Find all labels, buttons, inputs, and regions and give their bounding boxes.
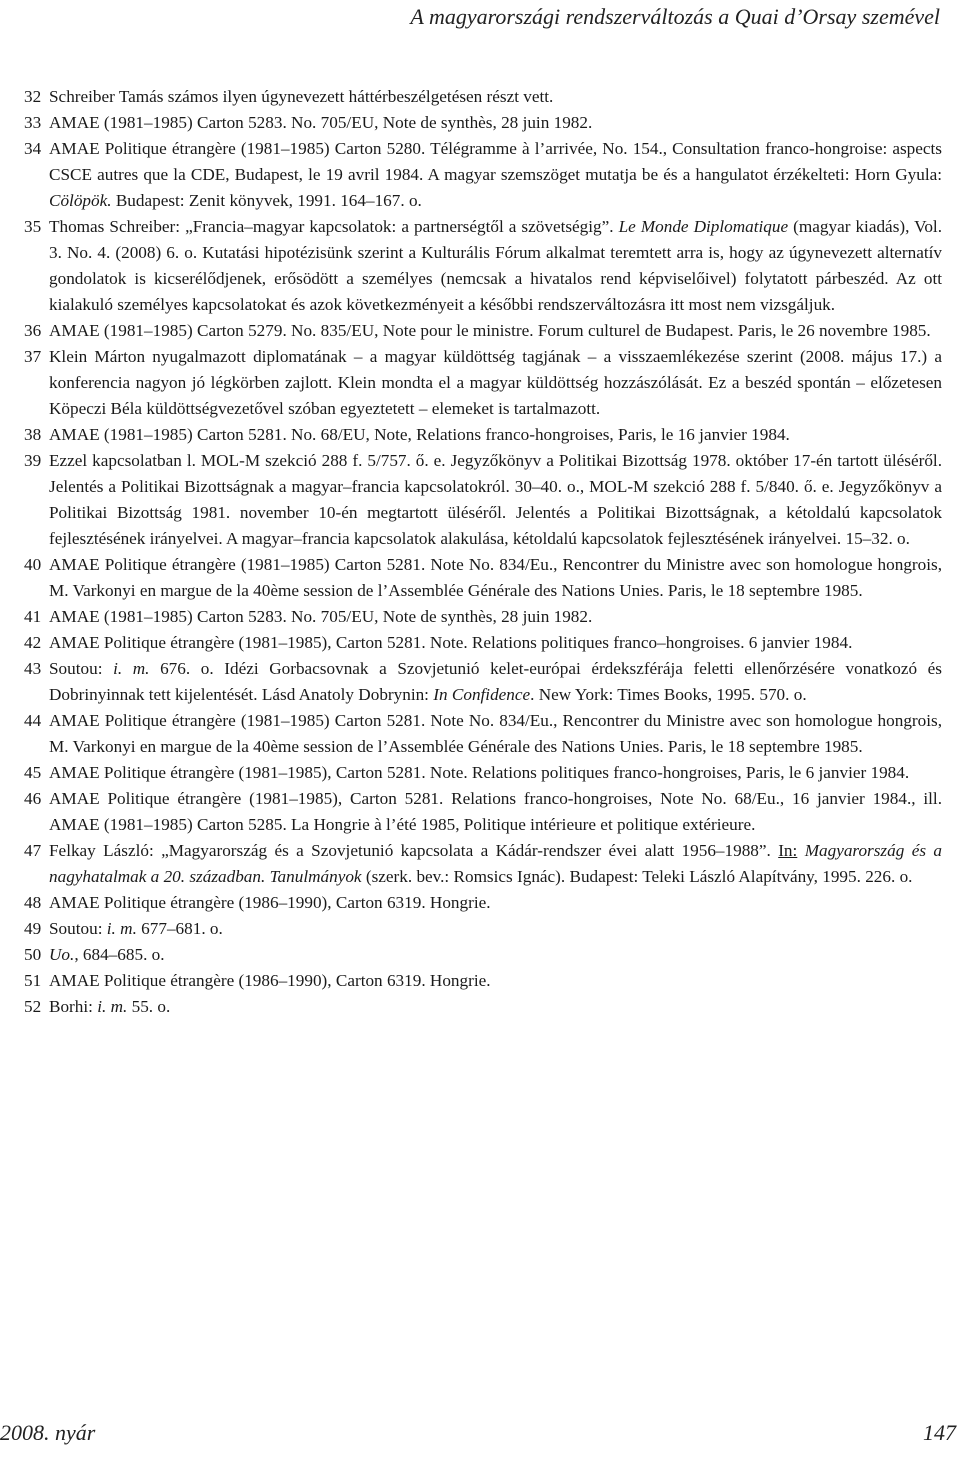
endnote-item: [24, 630, 942, 656]
text-segment: Borhi:: [49, 997, 98, 1016]
endnote-text: [49, 136, 942, 214]
endnote-item: [24, 968, 942, 994]
endnote-item: [24, 110, 942, 136]
text-segment: In:: [778, 841, 798, 860]
endnote-number: 41: [24, 607, 42, 626]
endnote-text: [49, 916, 942, 942]
endnote-item: [24, 448, 942, 552]
endnote-text: [49, 942, 942, 968]
endnote-item: [24, 318, 942, 344]
endnote-number: 37: [24, 347, 42, 366]
italic-title-segment: In Confidence: [433, 685, 531, 704]
endnote-item: [24, 84, 942, 110]
endnote-item: [24, 942, 942, 968]
endnote-text: [49, 708, 942, 760]
page-number: 147: [923, 1420, 956, 1445]
endnote-number: 49: [24, 919, 42, 938]
text-segment: Ezzel kapcsolatban l. MOL-M szekció 288 f. 5/757. ő. e. Jegyzőkönyv a Politikai Bizottság 1978. október 17-én tartott üléséről. Jelentés a Politikai Bizottságnak a magyar–francia kapcsolatokról. 30–40. o., MOL-M szekció 288 f. 5/840. ő. e. Jegyzőkönyv a Politikai Bizottság 1981. november 10-én megtartott üléséről. Jelentés a Politikai Bizottságnak, a kétoldalú kapcsolatok fejlesztésének irányelvei. A magyar–francia kapcsolatok alakulása, kétoldalú kapcsolatok fejlesztésének irányelvei. 15–32. o.: [49, 451, 942, 548]
text-segment: 676. o. Idézi Gorbacsovnak a Szovjetunió kelet-európai érdekszférája feletti ellenőrzésére vonatkozó és Dobrinyinnak tett kijelentését. Lásd Anatoly Dobrynin:: [49, 659, 942, 704]
endnote-text: [49, 994, 942, 1020]
footer-issue: 2008. nyár: [0, 1420, 96, 1445]
endnote-text: [49, 890, 942, 916]
endnote-text: [49, 968, 942, 994]
endnote-item: [24, 136, 942, 214]
endnote-number: 52: [24, 997, 42, 1016]
text-segment: (magyar kiadás), Vol. 3. No. 4. (2008) 6. o. Kutatási hipotézisünk szerint a Kulturális Fórum alkalmat teremtett arra is, hogy az úgynevezett alternatív gondolatok is kicserélődjenek, erősödött a személyes (nemcsak a hivatalos rend képviselőivel) folytatott párbeszéd. Az ott kialakuló személyes kapcsolatokat és azok következményeit a későbbi rendszerváltozásra itt most nem vizsgáljuk.: [49, 217, 942, 314]
endnote-number: 45: [24, 763, 42, 782]
text-segment: AMAE Politique étrangère (1981–1985), Carton 5281. Relations franco-hongroises, Note No. 68/Eu., 16 janvier 1984., ill. AMAE (1981–1985) Carton 5285. La Hongrie à l’été 1985, Politique intérieure et politique extérieure.: [49, 789, 942, 834]
endnote-text: [49, 838, 942, 890]
endnote-number: 32: [24, 87, 42, 106]
endnote-item: [24, 890, 942, 916]
text-segment: AMAE Politique étrangère (1981–1985) Carton 5281. Note No. 834/Eu., Rencontrer du Ministre avec son homologue hongrois, M. Varkonyi en margue de la 40ème session de l’Assemblée Générale des Nations Unies. Paris, le 18 septembre 1985.: [49, 711, 942, 756]
italic-title-segment: Le Monde Diplomatique: [618, 217, 789, 236]
text-segment: . New York: Times Books, 1995. 570. o.: [530, 685, 807, 704]
endnote-text: [49, 552, 942, 604]
endnote-item: [24, 994, 942, 1020]
running-head: A magyarországi rendszerváltozás a Quai d’Orsay szemével: [410, 4, 940, 29]
endnote-text: [49, 344, 942, 422]
endnote-text: [49, 110, 942, 136]
endnote-number: 34: [24, 139, 42, 158]
text-segment: AMAE (1981–1985) Carton 5283. No. 705/EU, Note de synthès, 28 juin 1982.: [49, 113, 593, 132]
endnote-item: [24, 422, 942, 448]
endnote-number: 38: [24, 425, 42, 444]
italic-title-segment: i. m.: [113, 659, 150, 678]
text-segment: , 684–685. o.: [74, 945, 165, 964]
text-segment: AMAE (1981–1985) Carton 5281. No. 68/EU, Note, Relations franco-hongroises, Paris, le 16 janvier 1984.: [49, 425, 790, 444]
text-segment: Thomas Schreiber: „Francia–magyar kapcsolatok: a partnerségtől a szövetségig”.: [49, 217, 619, 236]
endnote-text: [49, 318, 942, 344]
endnote-text: [49, 604, 942, 630]
text-segment: Soutou:: [49, 919, 107, 938]
endnote-text: [49, 422, 942, 448]
endnote-number: 48: [24, 893, 42, 912]
text-segment: [797, 841, 804, 860]
text-segment: AMAE Politique étrangère (1981–1985), Carton 5281. Note. Relations politiques franco–hongroises. 6 janvier 1984.: [49, 633, 853, 652]
text-segment: Budapest: Zenit könyvek, 1991. 164–167. o.: [111, 191, 422, 210]
text-segment: AMAE (1981–1985) Carton 5283. No. 705/EU, Note de synthès, 28 juin 1982.: [49, 607, 593, 626]
endnote-text: [49, 760, 942, 786]
italic-title-segment: Uo.: [49, 945, 75, 964]
endnote-number: 36: [24, 321, 42, 340]
italic-title-segment: Cölöpök.: [49, 191, 112, 210]
text-segment: (szerk. bev.: Romsics Ignác). Budapest: Teleki László Alapítvány, 1995. 226. o.: [361, 867, 913, 886]
endnote-text: [49, 630, 942, 656]
endnote-number: 40: [24, 555, 42, 574]
endnote-number: 33: [24, 113, 42, 132]
endnote-item: [24, 838, 942, 890]
endnote-text: [49, 84, 942, 110]
endnote-item: [24, 786, 942, 838]
endnote-item: [24, 760, 942, 786]
italic-title-segment: Magyarország és a nagyhatalmak a 20. században. Tanulmányok: [49, 841, 942, 886]
text-segment: Klein Márton nyugalmazott diplomatának – a magyar küldöttség tagjának – a visszaemlékezése szerint (2008. május 17.) a konferencia nagyon jó légkörben zajlott. Klein mondta el a magyar küldöttség hozzászólását. Ez a beszéd spontán – előzetesen Köpeczi Béla küldöttségvezetővel szóban egyeztetett – elemeket is tartalmazott.: [49, 347, 942, 418]
text-segment: AMAE Politique étrangère (1986–1990), Carton 6319. Hongrie.: [49, 971, 491, 990]
endnotes-list: [24, 84, 942, 1020]
endnote-number: 43: [24, 659, 42, 678]
endnote-text: [49, 656, 942, 708]
endnote-number: 46: [24, 789, 42, 808]
endnote-number: 51: [24, 971, 42, 990]
endnote-item: [24, 604, 942, 630]
endnote-item: [24, 916, 942, 942]
endnote-item: [24, 656, 942, 708]
endnote-number: 35: [24, 217, 42, 236]
endnote-text: [49, 448, 942, 552]
text-segment: Felkay László: „Magyarország és a Szovjetunió kapcsolata a Kádár-rendszer évei alatt 1956–1988”.: [49, 841, 779, 860]
italic-title-segment: i. m.: [97, 997, 128, 1016]
text-segment: Schreiber Tamás számos ilyen úgynevezett háttérbeszélgetésen részt vett.: [49, 87, 554, 106]
endnote-item: [24, 552, 942, 604]
endnote-number: 44: [24, 711, 42, 730]
endnote-item: [24, 214, 942, 318]
text-segment: AMAE Politique étrangère (1981–1985) Carton 5280. Télégramme à l’arrivée, No. 154., Consultation franco-hongroise: aspects CSCE autres que la CDE, Budapest, le 19 avril 1984. A magyar szemszöget mutatja be és a hangulatot érzékelteti: Horn Gyula:: [49, 139, 942, 184]
endnote-item: [24, 708, 942, 760]
endnote-number: 50: [24, 945, 42, 964]
text-segment: Soutou:: [49, 659, 114, 678]
text-segment: AMAE (1981–1985) Carton 5279. No. 835/EU, Note pour le ministre. Forum culturel de Budapest. Paris, le 26 novembre 1985.: [49, 321, 931, 340]
text-segment: AMAE Politique étrangère (1981–1985), Carton 5281. Note. Relations politiques franco-hongroises, Paris, le 6 janvier 1984.: [49, 763, 910, 782]
endnote-item: [24, 344, 942, 422]
text-segment: AMAE Politique étrangère (1981–1985) Carton 5281. Note No. 834/Eu., Rencontrer du Ministre avec son homologue hongrois, M. Varkonyi en margue de la 40ème session de l’Assemblée Générale des Nations Unies. Paris, le 18 septembre 1985.: [49, 555, 942, 600]
text-segment: 55. o.: [127, 997, 171, 1016]
text-segment: 677–681. o.: [136, 919, 223, 938]
endnote-text: [49, 214, 942, 318]
text-segment: AMAE Politique étrangère (1986–1990), Carton 6319. Hongrie.: [49, 893, 491, 912]
endnote-text: [49, 786, 942, 838]
endnote-number: 42: [24, 633, 42, 652]
endnote-number: 39: [24, 451, 42, 470]
italic-title-segment: i. m.: [106, 919, 137, 938]
endnote-number: 47: [24, 841, 42, 860]
